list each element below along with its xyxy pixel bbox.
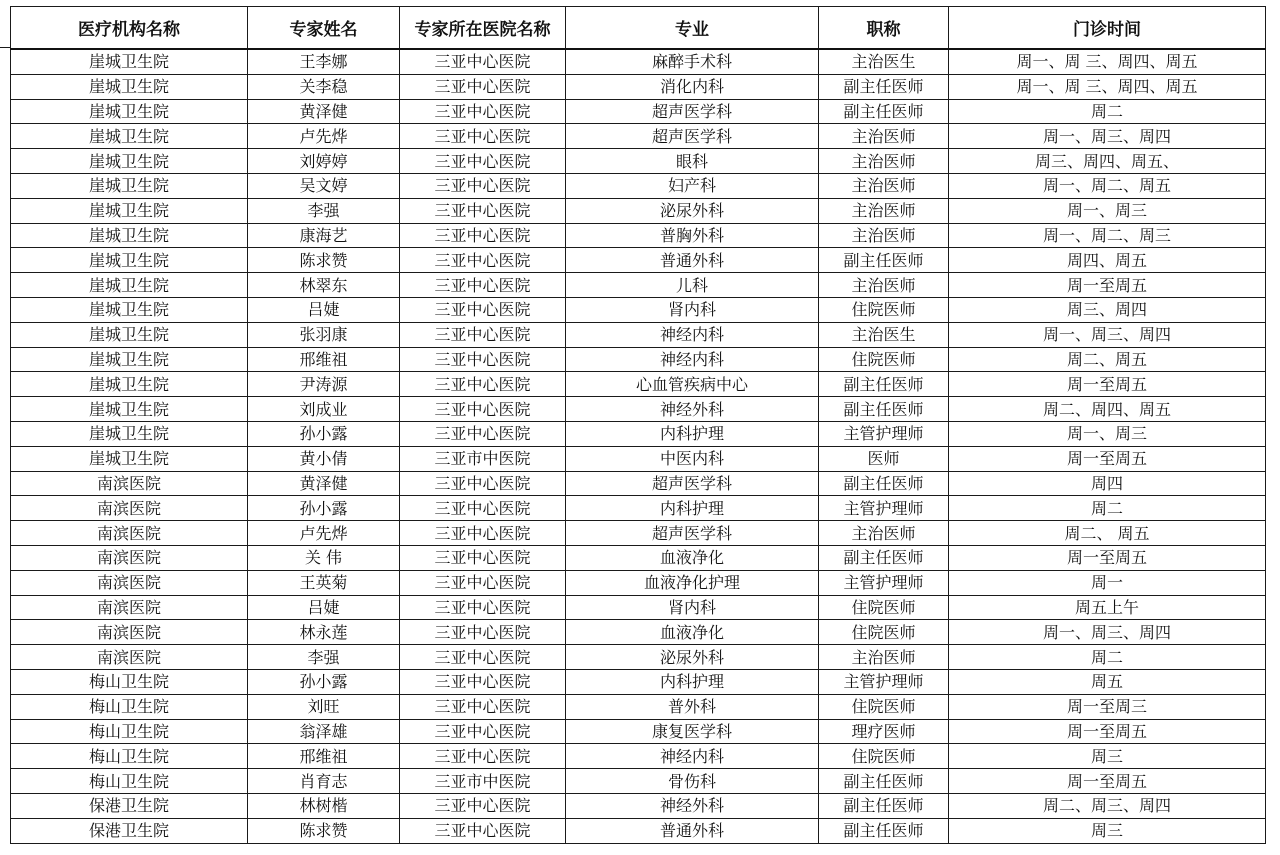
title-cell: 住院医师 <box>819 297 949 322</box>
expert-hospital-cell: 三亚中心医院 <box>400 669 566 694</box>
title-cell: 副主任医师 <box>819 248 949 273</box>
expert-hospital-cell: 三亚中心医院 <box>400 74 566 99</box>
clinic-time-cell: 周一至周三 <box>949 694 1266 719</box>
specialty-cell: 普通外科 <box>566 818 819 843</box>
specialty-cell: 神经内科 <box>566 744 819 769</box>
title-cell: 住院医师 <box>819 744 949 769</box>
institution-cell: 崖城卫生院 <box>11 421 248 446</box>
clinic-time-cell: 周五上午 <box>949 595 1266 620</box>
specialty-cell: 血液净化 <box>566 620 819 645</box>
expert-hospital-cell: 三亚市中医院 <box>400 769 566 794</box>
institution-cell: 崖城卫生院 <box>11 273 248 298</box>
specialty-cell: 泌尿外科 <box>566 198 819 223</box>
clinic-time-cell: 周二、周四、周五 <box>949 397 1266 422</box>
table-row <box>11 595 1266 620</box>
table-row <box>11 645 1266 670</box>
expert-name-cell: 李强 <box>248 198 400 223</box>
title-cell: 主管护理师 <box>819 421 949 446</box>
specialty-cell: 泌尿外科 <box>566 645 819 670</box>
table-row <box>11 769 1266 794</box>
expert-name-cell: 林树楷 <box>248 793 400 818</box>
table-row <box>11 248 1266 273</box>
expert-name-cell: 刘婷婷 <box>248 149 400 174</box>
institution-cell: 南滨医院 <box>11 570 248 595</box>
clinic-time-cell: 周一、周三、周四 <box>949 322 1266 347</box>
title-cell: 副主任医师 <box>819 74 949 99</box>
specialty-cell: 心血管疾病中心 <box>566 372 819 397</box>
expert-hospital-cell: 三亚市中医院 <box>400 446 566 471</box>
expert-name-cell: 陈求赞 <box>248 248 400 273</box>
institution-cell: 梅山卫生院 <box>11 694 248 719</box>
title-cell: 主治医师 <box>819 149 949 174</box>
table-row <box>11 198 1266 223</box>
expert-name-cell: 林永莲 <box>248 620 400 645</box>
expert-name-cell: 刘成业 <box>248 397 400 422</box>
specialty-cell: 骨伤科 <box>566 769 819 794</box>
specialty-cell: 内科护理 <box>566 669 819 694</box>
expert-hospital-cell: 三亚中心医院 <box>400 149 566 174</box>
title-cell: 副主任医师 <box>819 818 949 843</box>
clinic-time-cell: 周一至周五 <box>949 446 1266 471</box>
title-cell: 主治医师 <box>819 223 949 248</box>
institution-cell: 梅山卫生院 <box>11 669 248 694</box>
title-cell: 理疗医师 <box>819 719 949 744</box>
clinic-time-cell: 周三 <box>949 818 1266 843</box>
specialty-cell: 肾内科 <box>566 595 819 620</box>
col-header-institution: 医疗机构名称 <box>11 7 248 50</box>
table-row <box>11 49 1266 74</box>
title-cell: 主治医师 <box>819 124 949 149</box>
specialty-cell: 普胸外科 <box>566 223 819 248</box>
institution-cell: 崖城卫生院 <box>11 372 248 397</box>
expert-hospital-cell: 三亚中心医院 <box>400 322 566 347</box>
title-cell: 主治医师 <box>819 645 949 670</box>
specialty-cell: 中医内科 <box>566 446 819 471</box>
clinic-time-cell: 周一、周 三、周四、周五 <box>949 49 1266 74</box>
institution-cell: 崖城卫生院 <box>11 149 248 174</box>
institution-cell: 崖城卫生院 <box>11 198 248 223</box>
clinic-time-cell: 周二、 周五 <box>949 521 1266 546</box>
institution-cell: 崖城卫生院 <box>11 322 248 347</box>
specialty-cell: 超声医学科 <box>566 99 819 124</box>
table-row <box>11 124 1266 149</box>
table-row <box>11 793 1266 818</box>
table-row <box>11 74 1266 99</box>
expert-name-cell: 王李娜 <box>248 49 400 74</box>
table-body <box>11 49 1266 843</box>
col-header-expert-hospital: 专家所在医院名称 <box>400 7 566 50</box>
table-row <box>11 545 1266 570</box>
sheet-margin <box>0 6 10 48</box>
clinic-time-cell: 周四 <box>949 471 1266 496</box>
institution-cell: 保港卫生院 <box>11 818 248 843</box>
expert-hospital-cell: 三亚中心医院 <box>400 496 566 521</box>
expert-name-cell: 陈求赞 <box>248 818 400 843</box>
expert-name-cell: 邢维祖 <box>248 744 400 769</box>
expert-name-cell: 卢先烨 <box>248 124 400 149</box>
col-header-specialty: 专业 <box>566 7 819 50</box>
table-row <box>11 273 1266 298</box>
table-row <box>11 719 1266 744</box>
title-cell: 住院医师 <box>819 347 949 372</box>
table-row <box>11 521 1266 546</box>
institution-cell: 保港卫生院 <box>11 793 248 818</box>
expert-name-cell: 李强 <box>248 645 400 670</box>
expert-name-cell: 卢先烨 <box>248 521 400 546</box>
clinic-time-cell: 周一、周 三、周四、周五 <box>949 74 1266 99</box>
table-row <box>11 297 1266 322</box>
institution-cell: 南滨医院 <box>11 471 248 496</box>
specialty-cell: 内科护理 <box>566 421 819 446</box>
expert-hospital-cell: 三亚中心医院 <box>400 397 566 422</box>
clinic-time-cell: 周二 <box>949 645 1266 670</box>
title-cell: 主管护理师 <box>819 669 949 694</box>
col-header-clinic-time: 门诊时间 <box>949 7 1266 50</box>
expert-hospital-cell: 三亚中心医院 <box>400 347 566 372</box>
table-row <box>11 620 1266 645</box>
expert-hospital-cell: 三亚中心医院 <box>400 719 566 744</box>
expert-hospital-cell: 三亚中心医院 <box>400 595 566 620</box>
title-cell: 副主任医师 <box>819 545 949 570</box>
table-row <box>11 496 1266 521</box>
table-row <box>11 669 1266 694</box>
table-row <box>11 372 1266 397</box>
clinic-time-cell: 周三 <box>949 744 1266 769</box>
title-cell: 主治医师 <box>819 521 949 546</box>
expert-hospital-cell: 三亚中心医院 <box>400 545 566 570</box>
specialty-cell: 康复医学科 <box>566 719 819 744</box>
table-row <box>11 322 1266 347</box>
table-row <box>11 149 1266 174</box>
title-cell: 医师 <box>819 446 949 471</box>
expert-hospital-cell: 三亚中心医院 <box>400 49 566 74</box>
title-cell: 副主任医师 <box>819 397 949 422</box>
expert-hospital-cell: 三亚中心医院 <box>400 198 566 223</box>
clinic-time-cell: 周一、周三、周四 <box>949 620 1266 645</box>
expert-hospital-cell: 三亚中心医院 <box>400 818 566 843</box>
institution-cell: 崖城卫生院 <box>11 173 248 198</box>
expert-hospital-cell: 三亚中心医院 <box>400 744 566 769</box>
expert-hospital-cell: 三亚中心医院 <box>400 521 566 546</box>
clinic-time-cell: 周二、周五 <box>949 347 1266 372</box>
expert-hospital-cell: 三亚中心医院 <box>400 99 566 124</box>
clinic-time-cell: 周二、周三、周四 <box>949 793 1266 818</box>
expert-name-cell: 吕婕 <box>248 595 400 620</box>
expert-name-cell: 吴文婷 <box>248 173 400 198</box>
specialty-cell: 神经外科 <box>566 793 819 818</box>
specialty-cell: 超声医学科 <box>566 521 819 546</box>
table-row <box>11 570 1266 595</box>
table-row <box>11 471 1266 496</box>
institution-cell: 南滨医院 <box>11 595 248 620</box>
clinic-time-cell: 周二 <box>949 99 1266 124</box>
title-cell: 主管护理师 <box>819 570 949 595</box>
specialty-cell: 神经内科 <box>566 322 819 347</box>
title-cell: 副主任医师 <box>819 99 949 124</box>
specialty-cell: 普通外科 <box>566 248 819 273</box>
expert-name-cell: 黄小倩 <box>248 446 400 471</box>
title-cell: 副主任医师 <box>819 471 949 496</box>
title-cell: 主治医师 <box>819 173 949 198</box>
institution-cell: 梅山卫生院 <box>11 744 248 769</box>
clinic-time-cell: 周一至周五 <box>949 769 1266 794</box>
clinic-schedule-table <box>10 6 1266 844</box>
expert-name-cell: 尹涛源 <box>248 372 400 397</box>
expert-hospital-cell: 三亚中心医院 <box>400 694 566 719</box>
title-cell: 副主任医师 <box>819 793 949 818</box>
specialty-cell: 肾内科 <box>566 297 819 322</box>
expert-hospital-cell: 三亚中心医院 <box>400 570 566 595</box>
title-cell: 副主任医师 <box>819 769 949 794</box>
institution-cell: 南滨医院 <box>11 645 248 670</box>
title-cell: 副主任医师 <box>819 372 949 397</box>
institution-cell: 南滨医院 <box>11 545 248 570</box>
expert-name-cell: 黄泽健 <box>248 471 400 496</box>
table-row <box>11 397 1266 422</box>
institution-cell: 南滨医院 <box>11 521 248 546</box>
title-cell: 主治医师 <box>819 273 949 298</box>
expert-hospital-cell: 三亚中心医院 <box>400 173 566 198</box>
expert-hospital-cell: 三亚中心医院 <box>400 471 566 496</box>
table-row <box>11 818 1266 843</box>
specialty-cell: 眼科 <box>566 149 819 174</box>
table-row <box>11 223 1266 248</box>
clinic-time-cell: 周一、周二、周五 <box>949 173 1266 198</box>
title-cell: 主管护理师 <box>819 496 949 521</box>
expert-name-cell: 孙小露 <box>248 669 400 694</box>
title-cell: 主治医生 <box>819 49 949 74</box>
clinic-time-cell: 周一至周五 <box>949 372 1266 397</box>
table-row <box>11 446 1266 471</box>
institution-cell: 崖城卫生院 <box>11 397 248 422</box>
expert-hospital-cell: 三亚中心医院 <box>400 620 566 645</box>
expert-name-cell: 康海艺 <box>248 223 400 248</box>
expert-name-cell: 翁泽雄 <box>248 719 400 744</box>
institution-cell: 梅山卫生院 <box>11 769 248 794</box>
clinic-time-cell: 周一、周三、周四 <box>949 124 1266 149</box>
expert-name-cell: 孙小露 <box>248 421 400 446</box>
institution-cell: 梅山卫生院 <box>11 719 248 744</box>
institution-cell: 崖城卫生院 <box>11 124 248 149</box>
expert-hospital-cell: 三亚中心医院 <box>400 372 566 397</box>
title-cell: 主治医生 <box>819 322 949 347</box>
institution-cell: 崖城卫生院 <box>11 297 248 322</box>
clinic-time-cell: 周三、周四、周五、 <box>949 149 1266 174</box>
institution-cell: 崖城卫生院 <box>11 49 248 74</box>
expert-name-cell: 邢维祖 <box>248 347 400 372</box>
specialty-cell: 妇产科 <box>566 173 819 198</box>
expert-hospital-cell: 三亚中心医院 <box>400 297 566 322</box>
table-row <box>11 347 1266 372</box>
expert-name-cell: 关李稳 <box>248 74 400 99</box>
expert-hospital-cell: 三亚中心医院 <box>400 421 566 446</box>
expert-name-cell: 孙小露 <box>248 496 400 521</box>
clinic-time-cell: 周一至周五 <box>949 719 1266 744</box>
specialty-cell: 消化内科 <box>566 74 819 99</box>
table-row <box>11 744 1266 769</box>
expert-name-cell: 王英菊 <box>248 570 400 595</box>
institution-cell: 崖城卫生院 <box>11 223 248 248</box>
clinic-time-cell: 周一至周五 <box>949 545 1266 570</box>
institution-cell: 崖城卫生院 <box>11 248 248 273</box>
title-cell: 住院医师 <box>819 694 949 719</box>
expert-hospital-cell: 三亚中心医院 <box>400 223 566 248</box>
title-cell: 住院医师 <box>819 595 949 620</box>
specialty-cell: 血液净化 <box>566 545 819 570</box>
expert-hospital-cell: 三亚中心医院 <box>400 645 566 670</box>
clinic-time-cell: 周一至周五 <box>949 273 1266 298</box>
title-cell: 主治医师 <box>819 198 949 223</box>
expert-hospital-cell: 三亚中心医院 <box>400 273 566 298</box>
institution-cell: 南滨医院 <box>11 496 248 521</box>
expert-hospital-cell: 三亚中心医院 <box>400 248 566 273</box>
title-cell: 住院医师 <box>819 620 949 645</box>
institution-cell: 南滨医院 <box>11 620 248 645</box>
clinic-time-cell: 周一、周三 <box>949 198 1266 223</box>
institution-cell: 崖城卫生院 <box>11 74 248 99</box>
specialty-cell: 普外科 <box>566 694 819 719</box>
col-header-expert-name: 专家姓名 <box>248 7 400 50</box>
clinic-time-cell: 周一、周二、周三 <box>949 223 1266 248</box>
table-row <box>11 173 1266 198</box>
expert-name-cell: 关 伟 <box>248 545 400 570</box>
institution-cell: 崖城卫生院 <box>11 99 248 124</box>
expert-name-cell: 刘旺 <box>248 694 400 719</box>
specialty-cell: 神经外科 <box>566 397 819 422</box>
clinic-time-cell: 周一、周三 <box>949 421 1266 446</box>
specialty-cell: 儿科 <box>566 273 819 298</box>
institution-cell: 崖城卫生院 <box>11 347 248 372</box>
clinic-time-cell: 周一 <box>949 570 1266 595</box>
institution-cell: 崖城卫生院 <box>11 446 248 471</box>
specialty-cell: 血液净化护理 <box>566 570 819 595</box>
specialty-cell: 超声医学科 <box>566 471 819 496</box>
table-row <box>11 421 1266 446</box>
clinic-time-cell: 周四、周五 <box>949 248 1266 273</box>
header-row <box>11 7 1266 50</box>
specialty-cell: 超声医学科 <box>566 124 819 149</box>
table-row <box>11 99 1266 124</box>
clinic-time-cell: 周五 <box>949 669 1266 694</box>
clinic-time-cell: 周三、周四 <box>949 297 1266 322</box>
expert-name-cell: 肖育志 <box>248 769 400 794</box>
col-header-title: 职称 <box>819 7 949 50</box>
expert-hospital-cell: 三亚中心医院 <box>400 124 566 149</box>
expert-name-cell: 吕婕 <box>248 297 400 322</box>
expert-name-cell: 张羽康 <box>248 322 400 347</box>
specialty-cell: 内科护理 <box>566 496 819 521</box>
specialty-cell: 麻醉手术科 <box>566 49 819 74</box>
clinic-time-cell: 周二 <box>949 496 1266 521</box>
expert-name-cell: 林翠东 <box>248 273 400 298</box>
expert-name-cell: 黄泽健 <box>248 99 400 124</box>
expert-hospital-cell: 三亚中心医院 <box>400 793 566 818</box>
table-row <box>11 694 1266 719</box>
specialty-cell: 神经内科 <box>566 347 819 372</box>
